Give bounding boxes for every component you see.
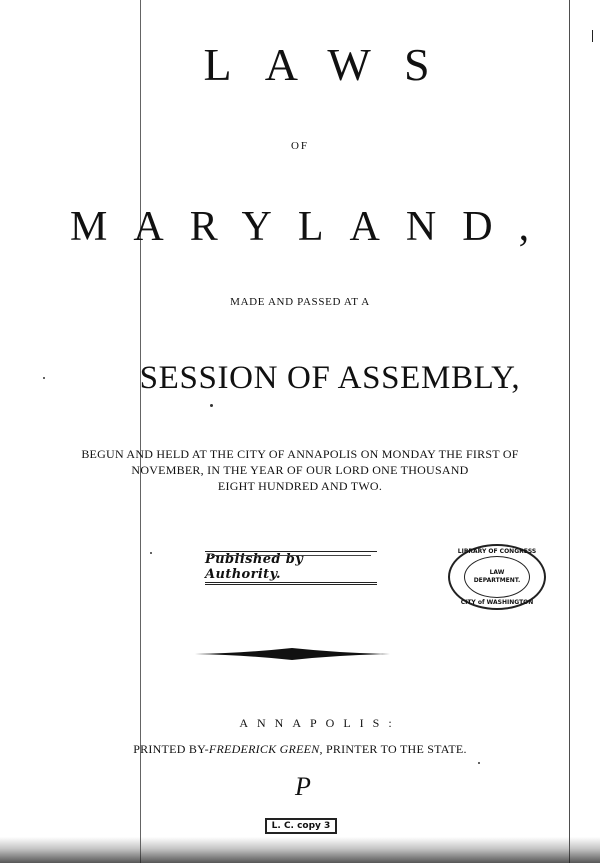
stamp-line2: DEPARTMENT.	[473, 577, 521, 584]
session-details-line2: NOVEMBER, IN THE YEAR OF OUR LORD ONE THOUSAND	[131, 463, 469, 477]
speck	[478, 762, 480, 764]
session-details-line1: BEGUN AND HELD AT THE CITY OF ANNAPOLIS ON MONDAY THE FIRST OF	[81, 447, 519, 461]
ornament-rule	[195, 646, 390, 662]
title-laws: LAWS	[203, 39, 463, 90]
copy-label: L. C. copy 3	[265, 818, 337, 834]
stamp-center-text	[465, 569, 529, 585]
session-details-line3: EIGHT HUNDRED AND TWO.	[217, 479, 383, 493]
scan-line-left	[140, 0, 141, 863]
imprint-printed-prefix: PRINTED BY-	[133, 742, 209, 756]
imprint-printed-suffix: PRINTER TO THE STATE.	[322, 742, 467, 756]
published-by-authority-box	[205, 551, 377, 585]
stamp-inner-ring	[464, 556, 530, 598]
title-of: OF	[290, 140, 310, 152]
title-state: MARYLAND,	[69, 204, 556, 250]
imprint-printer-name: FREDERICK GREEN,	[208, 742, 323, 756]
imprint-place: ANNAPOLIS:	[239, 716, 401, 730]
published-by-authority: Published by Authority.	[205, 552, 304, 582]
stamp-top-text: LIBRARY OF CONGRESS	[457, 548, 537, 555]
session-details	[0, 446, 600, 494]
stamp-line1: LAW	[489, 569, 505, 576]
scan-line-far-right	[592, 30, 593, 42]
speck	[150, 552, 152, 554]
library-stamp	[448, 544, 546, 610]
speck	[210, 404, 213, 407]
made-and-passed: MADE AND PASSED AT A	[230, 296, 370, 308]
session-heading: SESSION OF ASSEMBLY,	[139, 360, 521, 396]
scan-line-right	[569, 0, 570, 863]
stamp-bottom-text: CITY of WASHINGTON	[460, 599, 534, 606]
imprint-printer	[0, 742, 600, 757]
scan-noise-bottom	[0, 837, 600, 863]
handwritten-mark: P	[295, 772, 311, 801]
